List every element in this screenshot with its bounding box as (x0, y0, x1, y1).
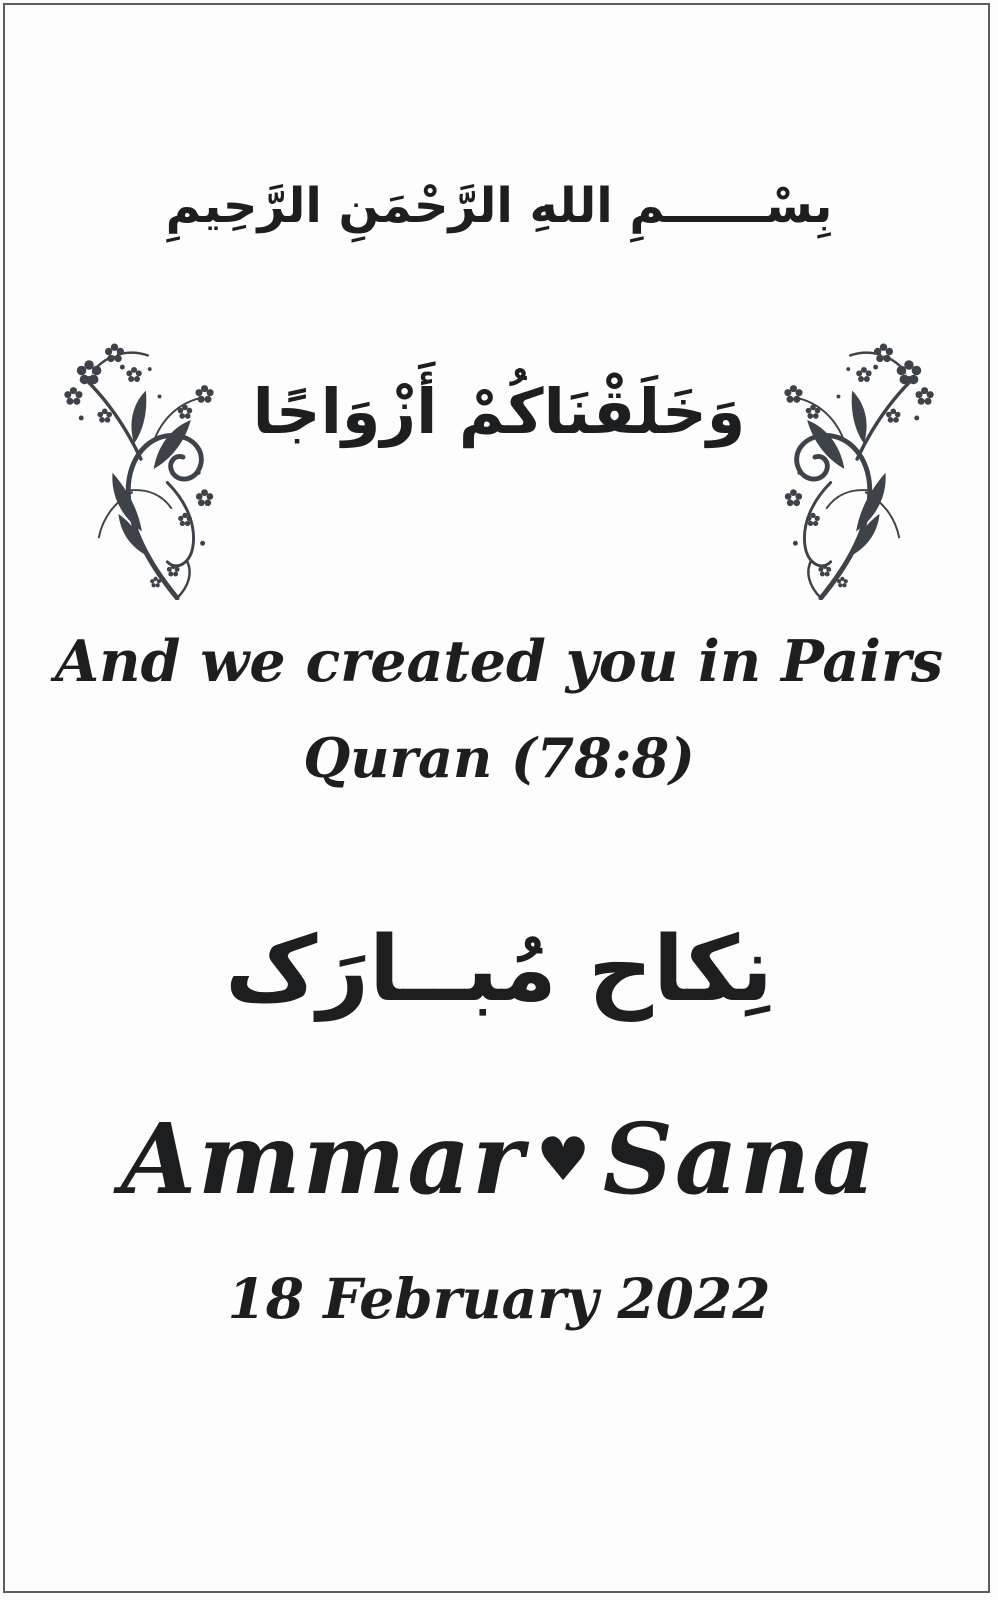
nikah-mubarak-calligraphy: نِکاح مُبــارَک (225, 917, 773, 1022)
verse-arabic-calligraphy: وَخَلَقْنَاكُمْ أَزْوَاجًا (252, 375, 746, 448)
couple-names (0, 1102, 998, 1216)
bismillah-calligraphy: بِسْــــــمِ اللهِ الرَّحْمَنِ الرَّحِيمِ (165, 178, 833, 234)
verse-translation: And we created you in Pairs (54, 628, 944, 695)
verse-reference: Quran (78:8) (303, 726, 695, 790)
heart-icon: ♥ (536, 1124, 593, 1195)
groom-name: Ammar (120, 1102, 526, 1216)
wedding-date: 18 February 2022 (227, 1266, 771, 1331)
bride-name: Sana (602, 1102, 878, 1216)
